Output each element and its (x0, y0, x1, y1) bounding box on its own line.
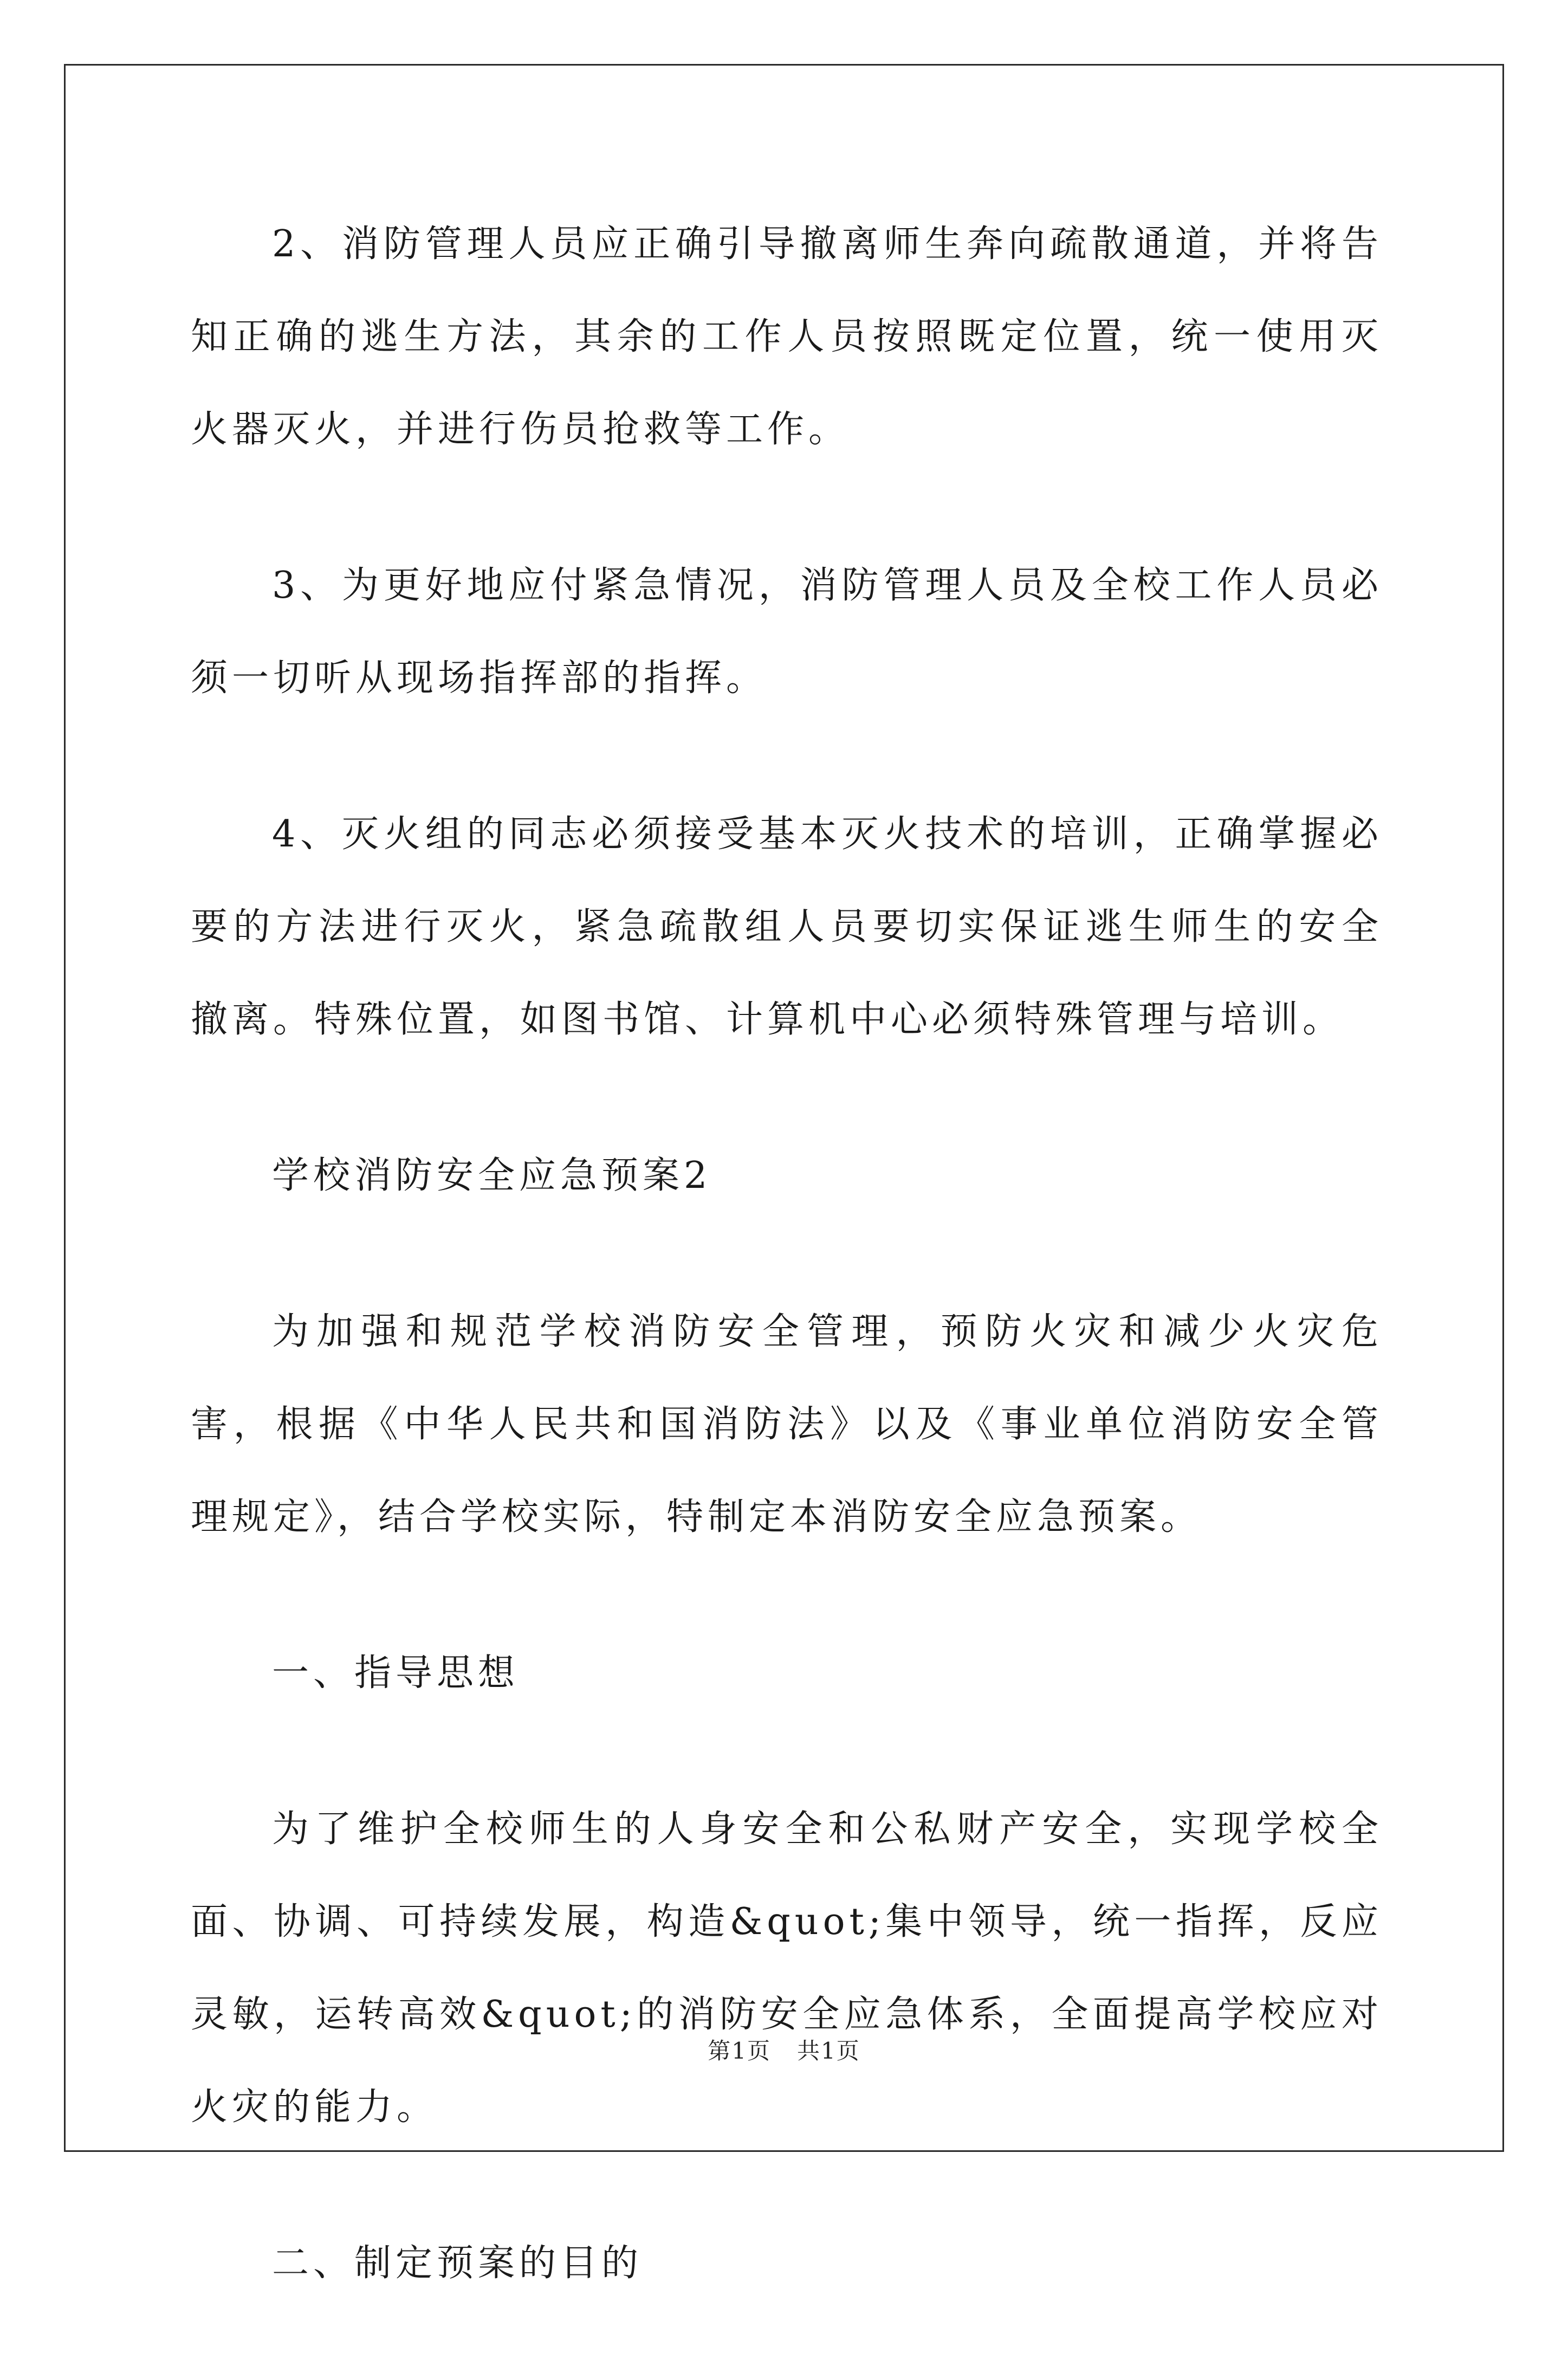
page-footer (0, 2036, 1568, 2066)
paragraph: 4、灭火组的同志必须接受基本灭火技术的培训，正确掌握必要的方法进行灭火，紧急疏散组人员要切实保证逃生师生的安全撤离。特殊位置，如图书馆、计算机中心必须特殊管理与培训。 (191, 813, 1383, 1041)
section-title: 学校消防安全应急预案2 (272, 1154, 712, 1197)
paragraph: 2、消防管理人员应正确引导撤离师生奔向疏散通道，并将告知正确的逃生方法，其余的工作人员按照既定位置，统一使用灭火器灭火，并进行伤员抢救等工作。 (191, 223, 1383, 451)
section-heading: 二、制定预案的目的 (272, 2242, 643, 2285)
page-number: 第1页 (708, 2038, 771, 2064)
paragraph: 3、为更好地应付紧急情况，消防管理人员及全校工作人员必须一切听从现场指挥部的指挥。 (191, 564, 1383, 700)
page-total: 共1页 (797, 2038, 860, 2064)
section-heading: 一、指导思想 (272, 1652, 520, 1695)
paragraph: 为了维护全校师生的人身安全和公私财产安全，实现学校全面、协调、可持续发展，构造&quot;集中领导，统一指挥，反应灵敏，运转高效&quot;的消防安全应急体系，全面提高学校应对火灾的能力。 (191, 1808, 1383, 2129)
paragraph: 为加强和规范学校消防安全管理，预防火灾和减少火灾危害，根据《中华人民共和国消防法》以及《事业单位消防安全管理规定》，结合学校实际，特制定本消防安全应急预案。 (191, 1310, 1383, 1538)
